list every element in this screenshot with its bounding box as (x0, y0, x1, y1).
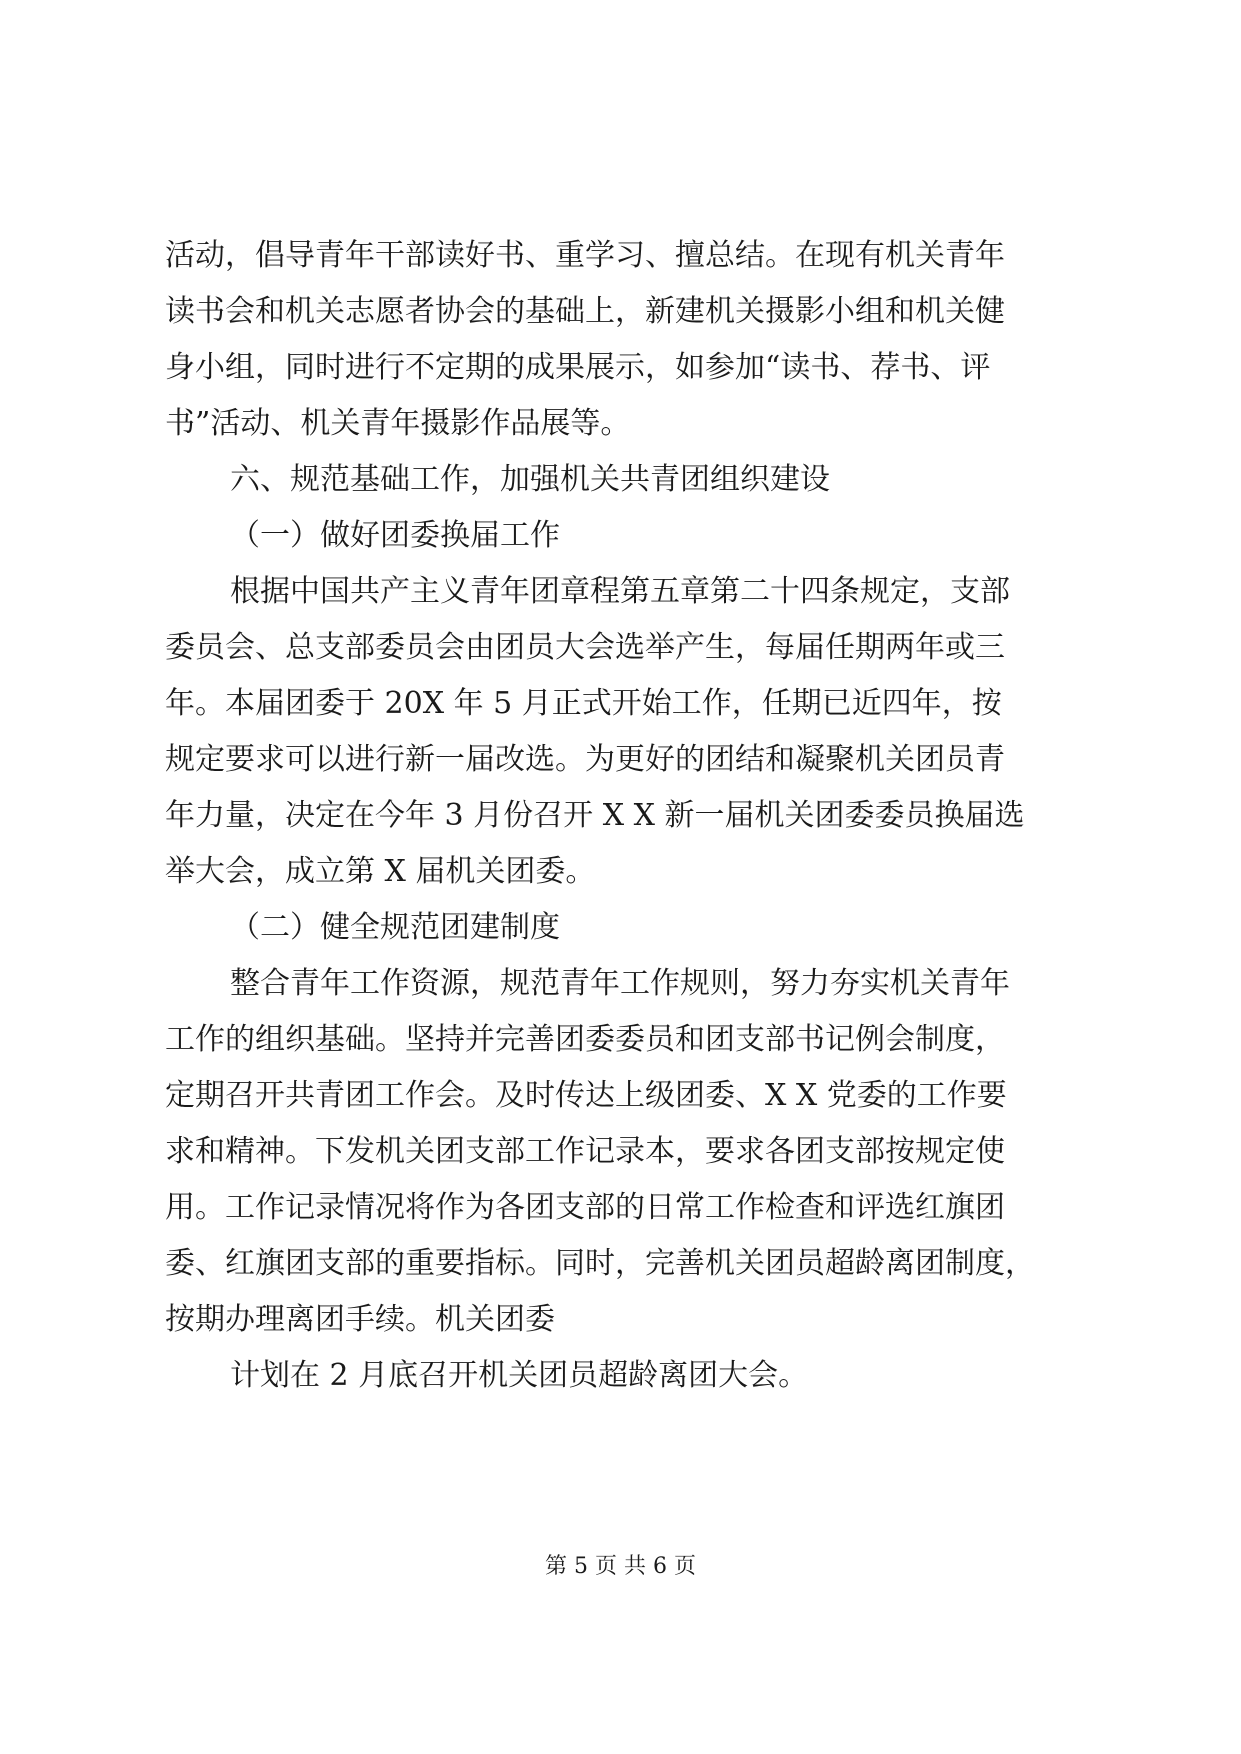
body-line: 身小组，同时进行不定期的成果展示，如参加“读书、荐书、评 (165, 350, 991, 385)
body-line: 整合青年工作资源，规范青年工作规则，努力夯实机关青年 (230, 966, 1010, 1001)
subsection-heading: （一）做好团委换届工作 (230, 518, 560, 553)
body-line: 年。本届团委于 20X 年 5 月正式开始工作，任期已近四年，按 (165, 686, 1002, 721)
body-line: 委员会、总支部委员会由团员大会选举产生，每届任期两年或三 (165, 630, 1005, 665)
body-line: 委、红旗团支部的重要指标。同时，完善机关团员超龄离团制度， (165, 1246, 1035, 1281)
body-line: 工作的组织基础。坚持并完善团委委员和团支部书记例会制度， (165, 1022, 1005, 1057)
body-line: 计划在 2 月底召开机关团员超龄离团大会。 (230, 1358, 809, 1393)
body-line: 年力量，决定在今年 3 月份召开 X X 新一届机关团委委员换届选 (165, 798, 1025, 833)
page-number-footer: 第 5 页 共 6 页 (545, 1554, 696, 1579)
body-line: 按期办理离团手续。机关团委 (165, 1302, 555, 1337)
section-heading: 六、规范基础工作，加强机关共青团组织建设 (230, 462, 830, 497)
body-line: 定期召开共青团工作会。及时传达上级团委、X X 党委的工作要 (165, 1078, 1007, 1113)
body-line: 举大会，成立第 X 届机关团委。 (165, 854, 596, 889)
body-line: 书”活动、机关青年摄影作品展等。 (165, 406, 631, 441)
body-line: 求和精神。下发机关团支部工作记录本，要求各团支部按规定使 (165, 1134, 1005, 1169)
body-line: 根据中国共产主义青年团章程第五章第二十四条规定，支部 (230, 574, 1010, 609)
body-line: 规定要求可以进行新一届改选。为更好的团结和凝聚机关团员青 (165, 742, 1005, 777)
body-line: 用。工作记录情况将作为各团支部的日常工作检查和评选红旗团 (165, 1190, 1005, 1225)
body-line: 读书会和机关志愿者协会的基础上，新建机关摄影小组和机关健 (165, 294, 1005, 329)
subsection-heading: （二）健全规范团建制度 (230, 910, 560, 945)
body-line: 活动，倡导青年干部读好书、重学习、擅总结。在现有机关青年 (165, 238, 1005, 273)
